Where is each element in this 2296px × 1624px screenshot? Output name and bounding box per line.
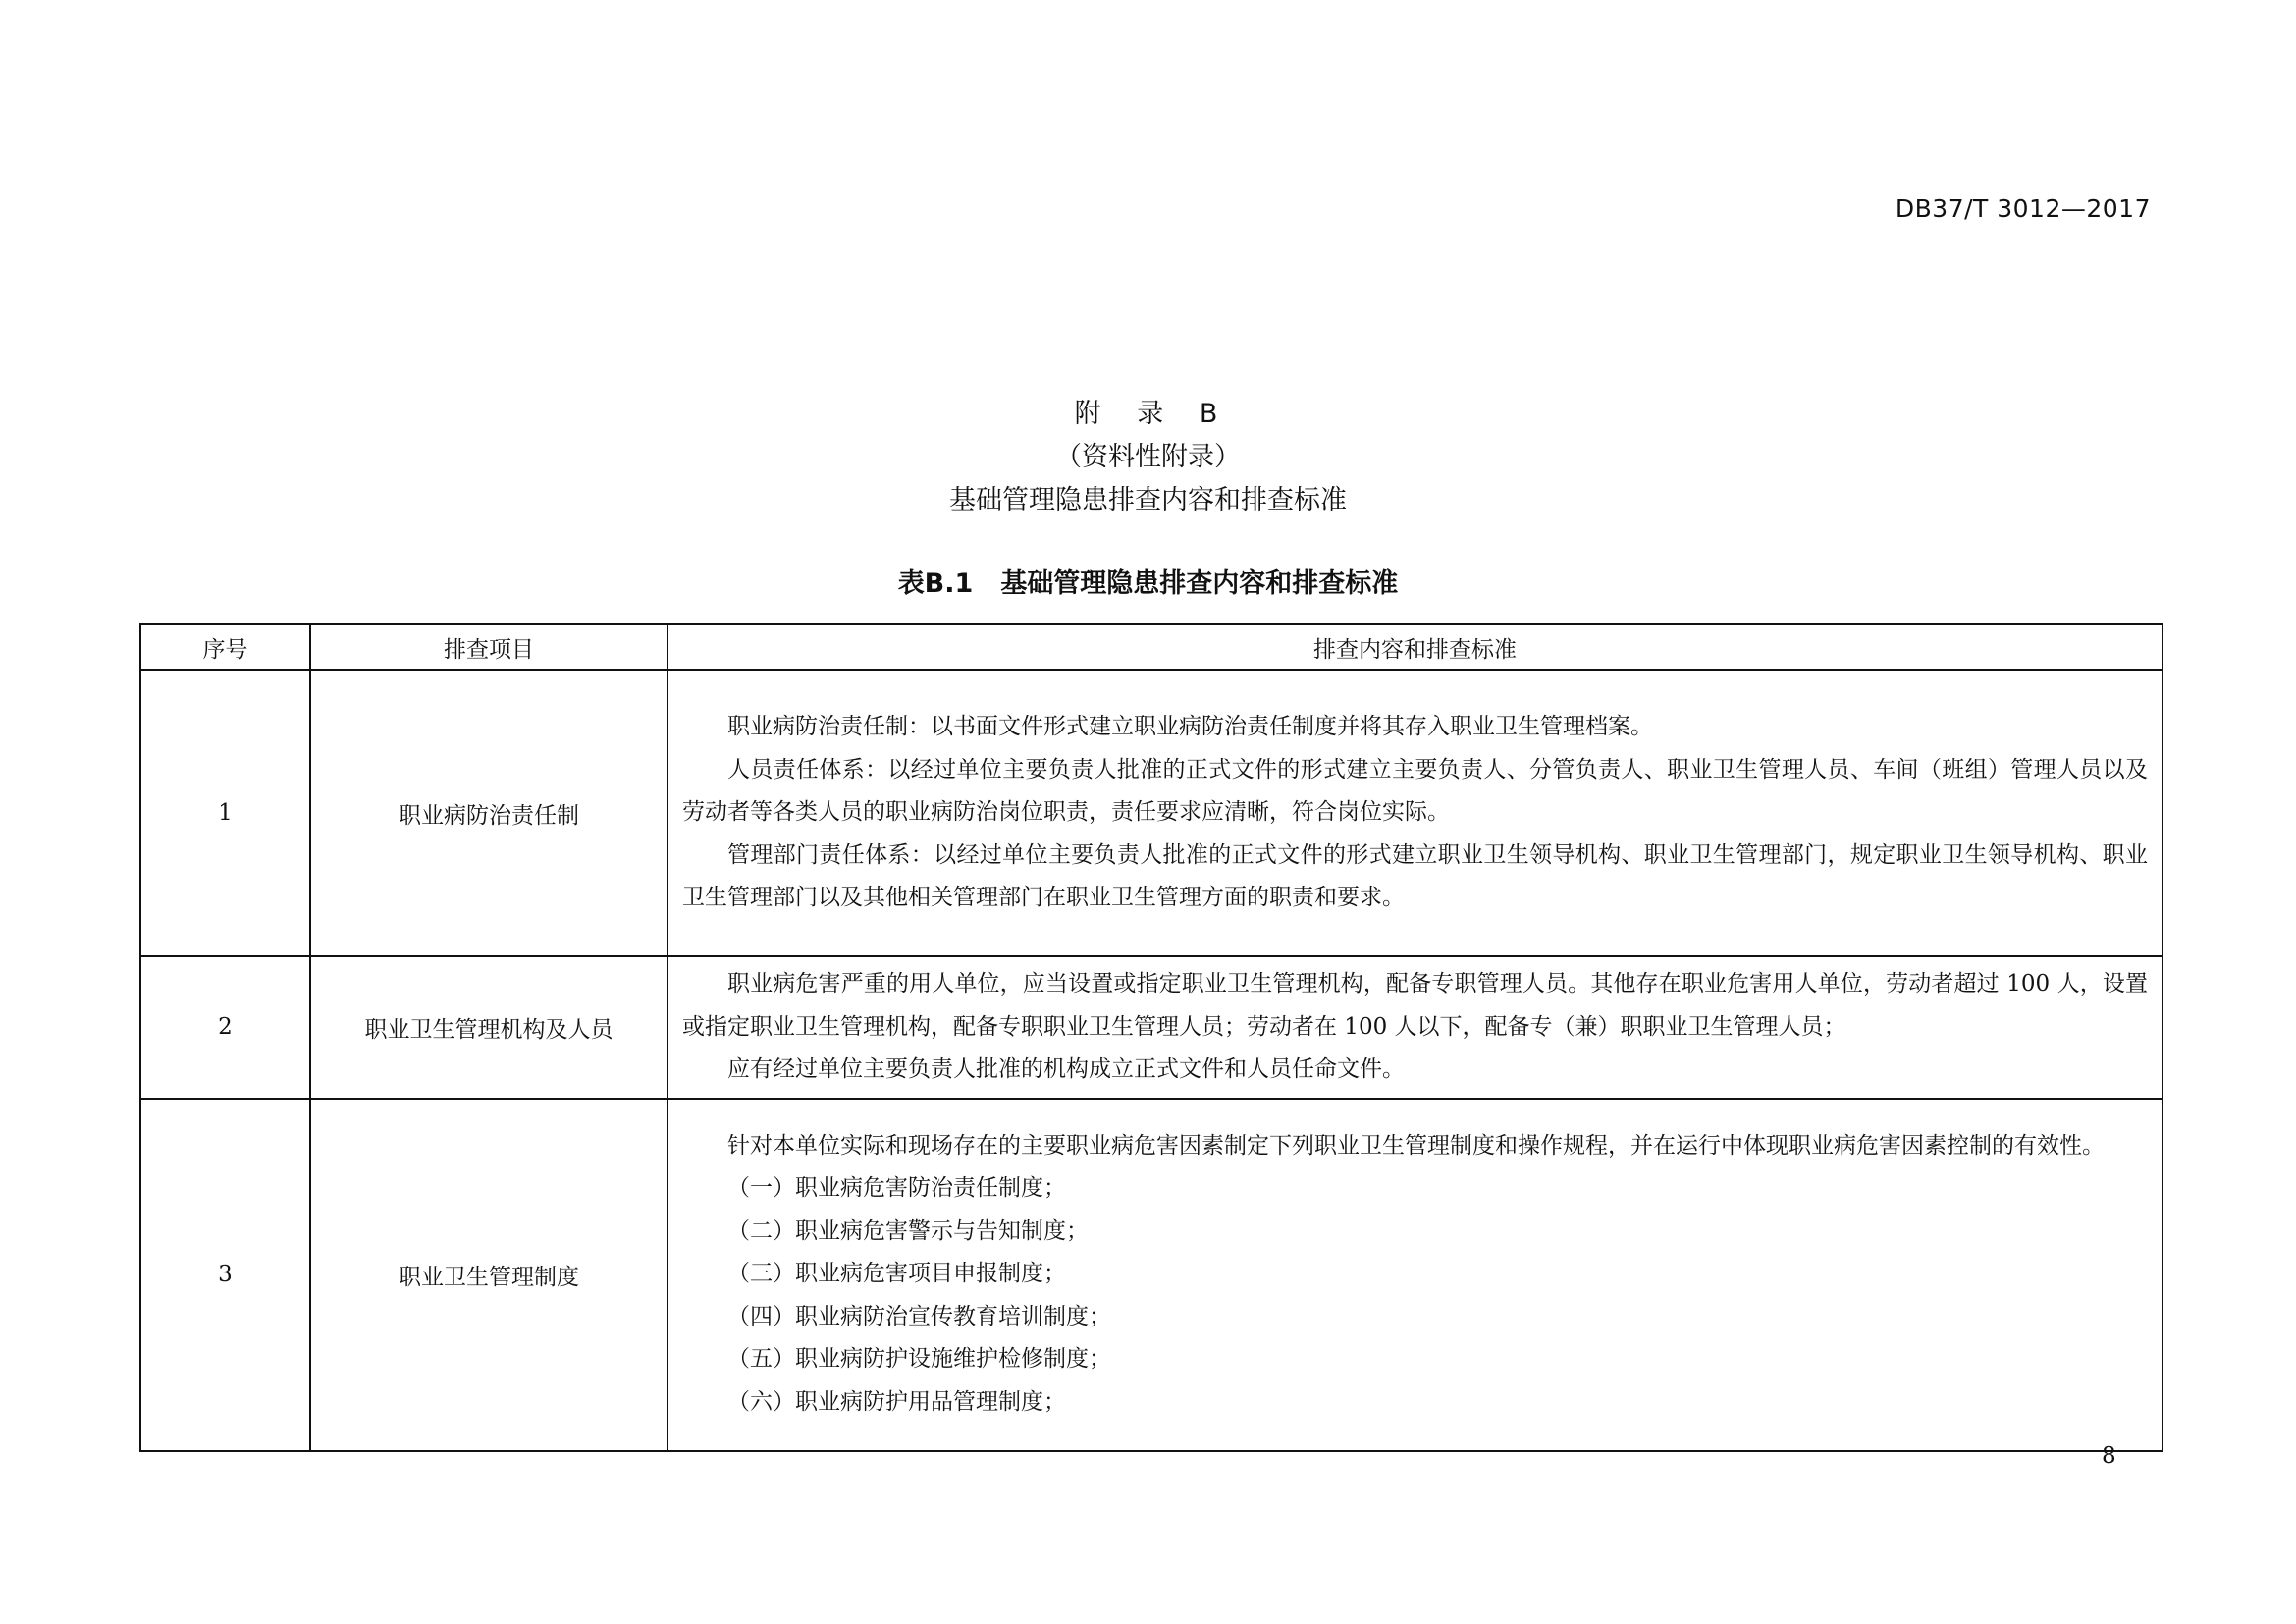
row-seq: 2: [140, 956, 310, 1099]
list-item: （一）职业病危害防治责任制度；: [727, 1175, 1066, 1202]
row-item: 职业卫生管理制度: [310, 1099, 667, 1451]
content-paragraph: 职业病防治责任制：以书面文件形式建立职业病防治责任制度并将其存入职业卫生管理档案。: [727, 714, 1653, 740]
row-seq: 1: [140, 670, 310, 956]
table-row: [140, 1099, 2163, 1451]
row-seq: 3: [140, 1099, 310, 1451]
hazard-inspection-table: [139, 623, 2163, 1452]
row-content: [667, 1099, 2163, 1451]
header-item: 排查项目: [310, 624, 667, 670]
row-item: 职业病防治责任制: [310, 670, 667, 956]
row-content: [667, 956, 2163, 1099]
standard-code: DB37/T 3012—2017: [1895, 194, 2151, 223]
list-item: （六）职业病防护用品管理制度；: [727, 1388, 1066, 1415]
appendix-heading: [0, 393, 2296, 522]
table-caption: [0, 562, 2296, 600]
list-item: （四）职业病防治宣传教育培训制度；: [727, 1303, 1111, 1329]
row-item: 职业卫生管理机构及人员: [310, 956, 667, 1099]
list-item: （三）职业病危害项目申报制度；: [727, 1261, 1066, 1287]
header-content: 排查内容和排查标准: [667, 624, 2163, 670]
appendix-label: 附 录 B: [1074, 399, 1222, 429]
page-number: 8: [2102, 1443, 2116, 1469]
content-paragraph: 职业病危害严重的用人单位，应当设置或指定职业卫生管理机构，配备专职管理人员。其他存在职业危害用人单位，劳动者超过 100 人，设置或指定职业卫生管理机构，配备专职职业卫生管理人员；劳动者在 100 人以下，配备专（兼）职职业卫生管理人员；: [682, 971, 2148, 1040]
table-header-row: [140, 624, 2163, 670]
header-seq: 序号: [140, 624, 310, 670]
list-item: （五）职业病防护设施维护检修制度；: [727, 1346, 1111, 1373]
table-title: 基础管理隐患排查内容和排查标准: [1000, 568, 1399, 599]
content-paragraph: 应有经过单位主要负责人批准的机构成立正式文件和人员任命文件。: [727, 1056, 1405, 1082]
table-row: [140, 670, 2163, 956]
table-number: 表B.1: [897, 568, 974, 599]
row-content: [667, 670, 2163, 956]
list-item: （二）职业病危害警示与告知制度；: [727, 1218, 1089, 1244]
appendix-type: （资料性附录）: [1055, 442, 1241, 472]
appendix-title: 基础管理隐患排查内容和排查标准: [949, 485, 1347, 515]
content-paragraph: 针对本单位实际和现场存在的主要职业病危害因素制定下列职业卫生管理制度和操作规程，并在运行中体现职业病危害因素控制的有效性。: [727, 1132, 2105, 1159]
content-paragraph: 管理部门责任体系：以经过单位主要负责人批准的正式文件的形式建立职业卫生领导机构、职业卫生管理部门，规定职业卫生领导机构、职业卫生管理部门以及其他相关管理部门在职业卫生管理方面的职责和要求。: [682, 841, 2148, 911]
content-paragraph: 人员责任体系：以经过单位主要负责人批准的正式文件的形式建立主要负责人、分管负责人、职业卫生管理人员、车间（班组）管理人员以及劳动者等各类人员的职业病防治岗位职责，责任要求应清晰，符合岗位实际。: [682, 756, 2148, 826]
table-row: [140, 956, 2163, 1099]
